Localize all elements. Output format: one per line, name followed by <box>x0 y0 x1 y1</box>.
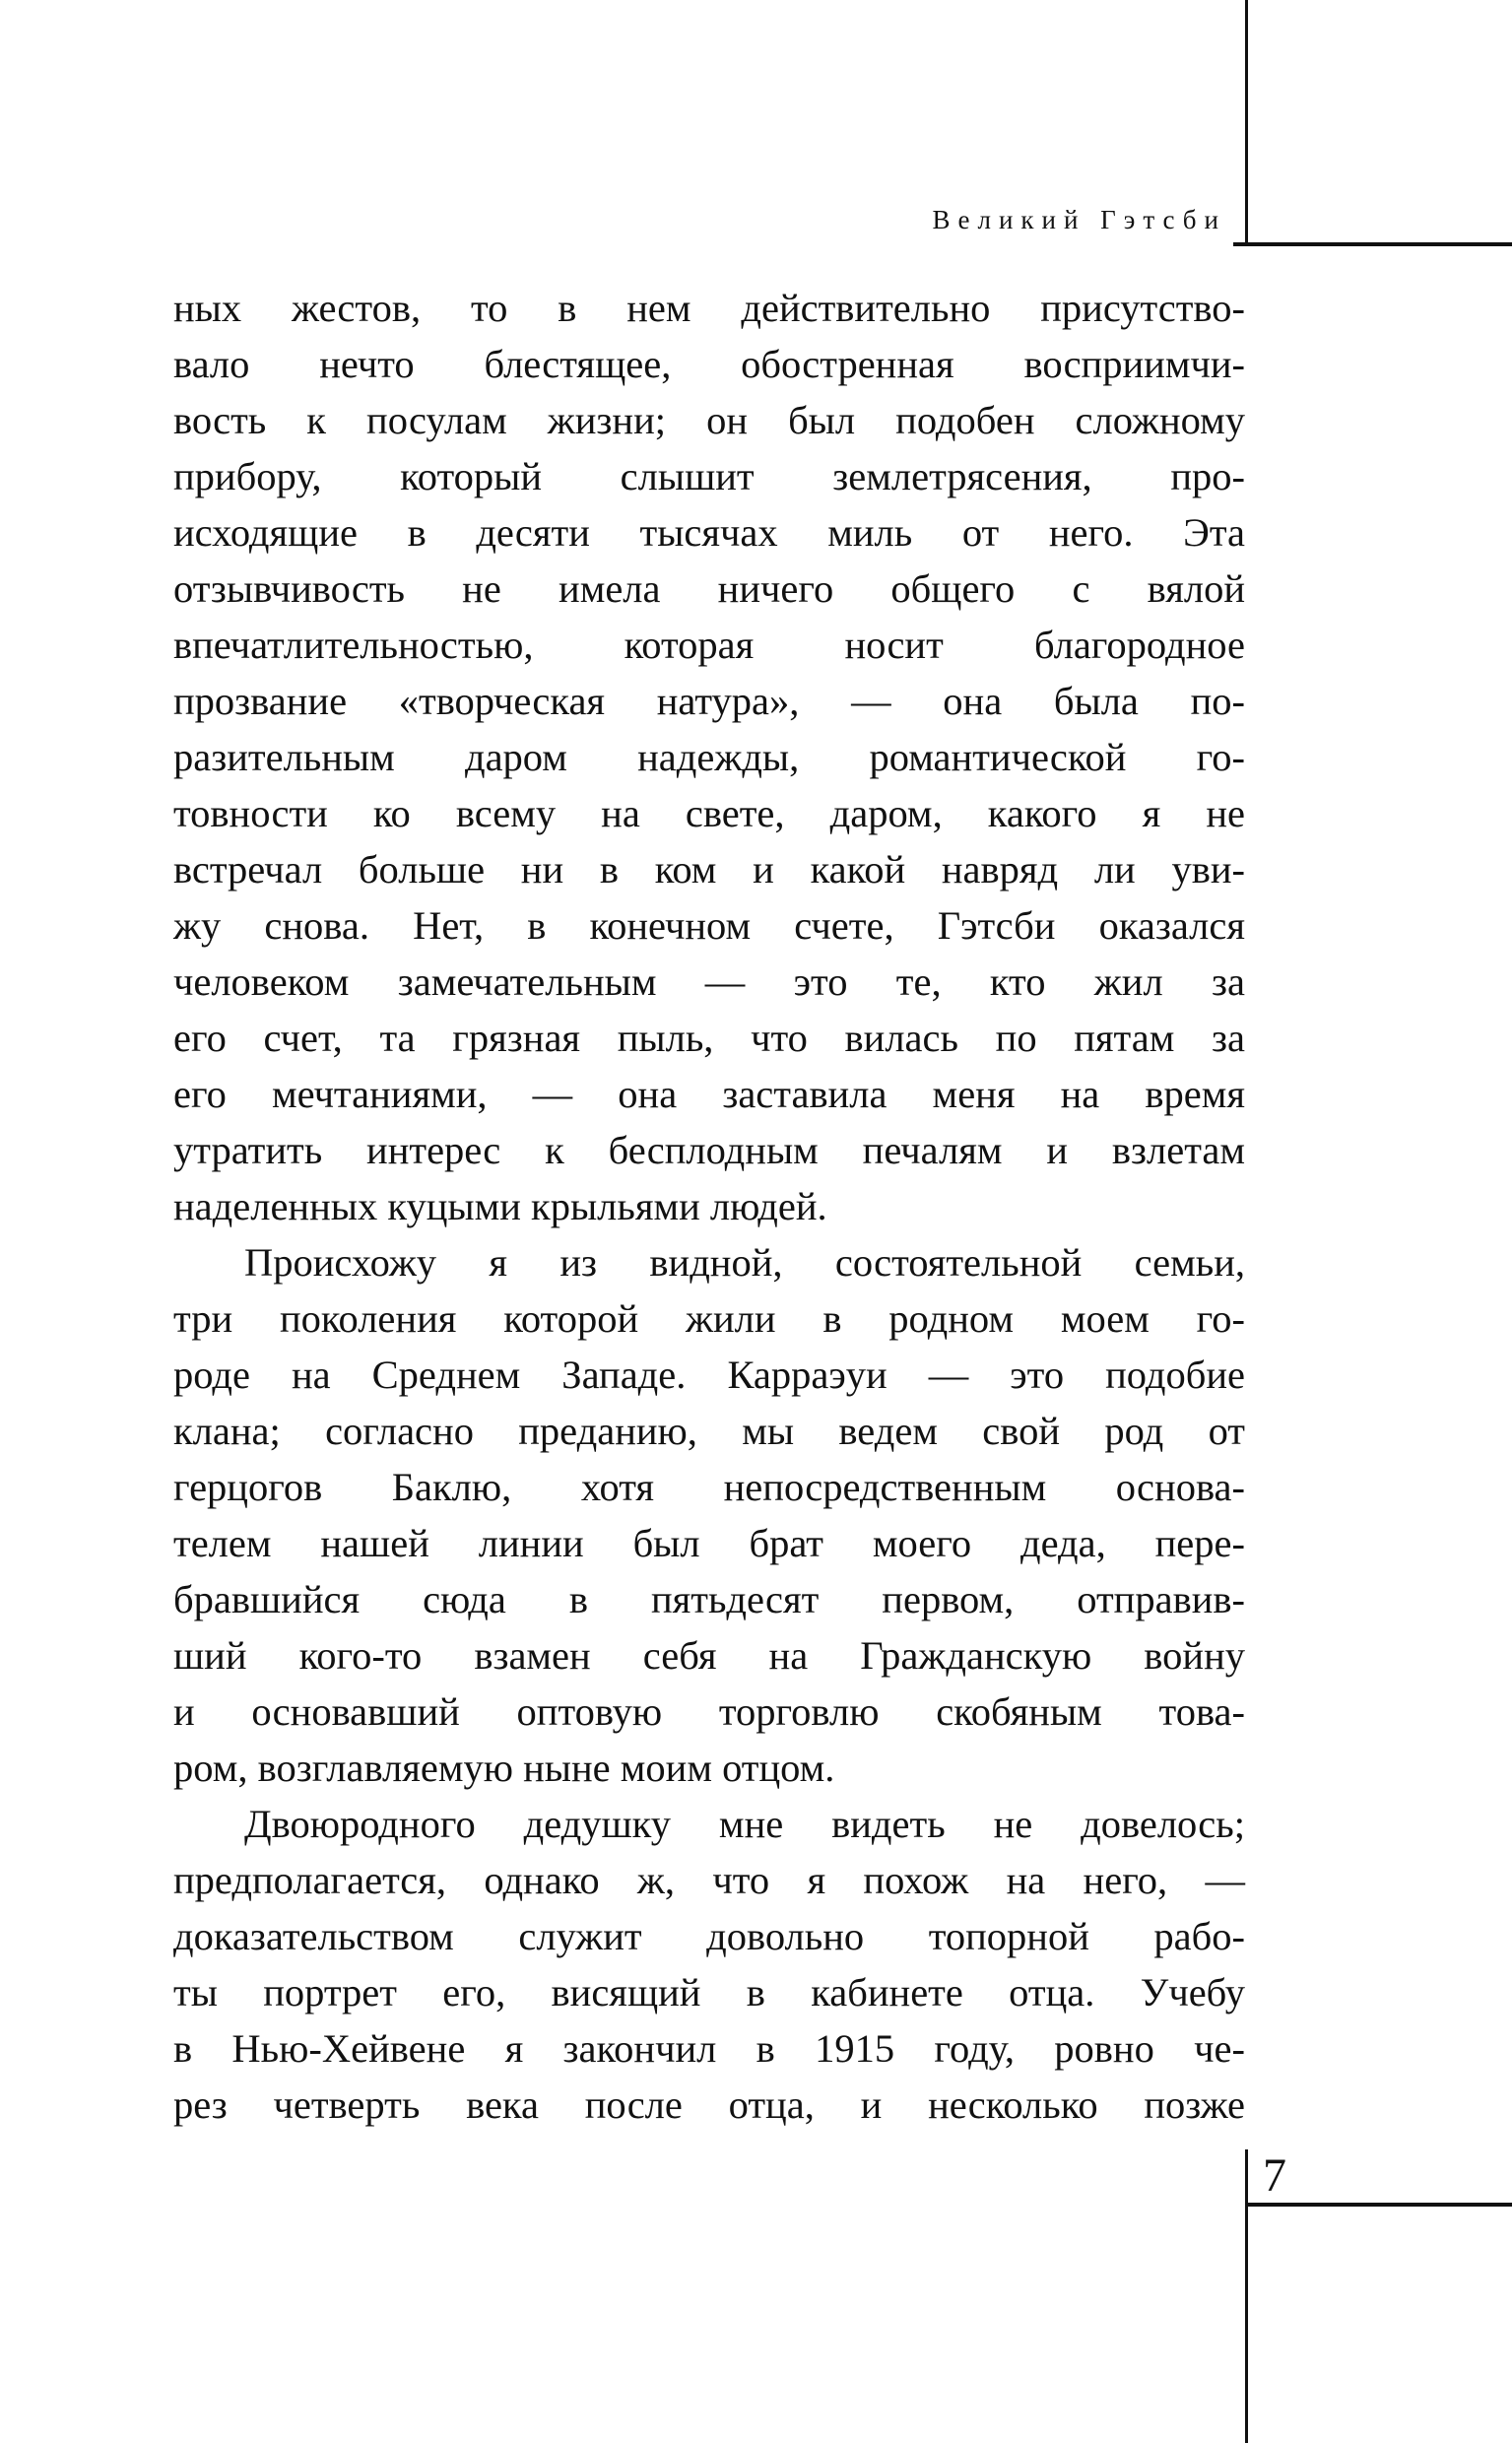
text-line: клана; согласно преданию, мы ведем свой род от <box>173 1409 1245 1453</box>
text-line: Двоюродного дедушку мне видеть не довелось; <box>244 1802 1245 1846</box>
text-line: предполагается, однако ж, что я похож на него, — <box>173 1858 1245 1902</box>
margin-rule-top <box>1245 0 1248 242</box>
running-head: Великий Гэтсби <box>932 205 1226 234</box>
text-line: жу снова. Нет, в конечном счете, Гэтсби оказался <box>173 903 1245 948</box>
text-line: ты портрет его, висящий в кабинете отца. Учебу <box>173 1970 1245 2014</box>
text-line: утратить интерес к бесплодным печалям и взлетам <box>173 1128 1245 1172</box>
text-line: герцогов Баклю, хотя непосредственным основа- <box>173 1465 1245 1509</box>
text-line: исходящие в десяти тысячах миль от него. Эта <box>173 510 1245 555</box>
text-line: впечатлительностью, которая носит благородное <box>173 623 1245 667</box>
text-line: вало нечто блестящее, обостренная восприимчи- <box>173 342 1245 386</box>
text-line: Происхожу я из видной, состоятельной семьи, <box>244 1240 1245 1285</box>
text-line: телем нашей линии был брат моего деда, пере- <box>173 1521 1245 1565</box>
text-line: ший кого-то взамен себя на Гражданскую войну <box>173 1633 1245 1678</box>
text-line: три поколения которой жили в родном моем го- <box>173 1296 1245 1341</box>
body-text <box>173 280 1245 2133</box>
text-line: роде на Среднем Западе. Карраэуи — это подобие <box>173 1353 1245 1397</box>
page-number: 7 <box>1263 2149 1286 2202</box>
text-line: его счет, та грязная пыль, что вилась по пятам за <box>173 1016 1245 1060</box>
footer-rule <box>1245 2203 1512 2207</box>
header-rule <box>1233 242 1512 246</box>
text-line: и основавший оптовую торговлю скобяным това- <box>173 1689 1245 1734</box>
text-line: прибору, который слышит землетрясения, про- <box>173 454 1245 498</box>
text-line: доказательством служит довольно топорной рабо- <box>173 1914 1245 1958</box>
margin-rule-bottom <box>1245 2149 1248 2443</box>
text-line: вость к посулам жизни; он был подобен сложному <box>173 398 1245 442</box>
text-line: разительным даром надежды, романтической го- <box>173 735 1245 779</box>
text-line: человеком замечательным — это те, кто жил за <box>173 959 1245 1004</box>
text-line: встречал больше ни в ком и какой навряд ли уви- <box>173 847 1245 891</box>
text-line: наделенных куцыми крыльями людей. <box>173 1184 827 1228</box>
text-line: прозвание «творческая натура», — она была по- <box>173 679 1245 723</box>
text-line: бравшийся сюда в пятьдесят первом, отправив- <box>173 1577 1245 1621</box>
text-line: рез четверть века после отца, и несколько позже <box>173 2082 1245 2127</box>
text-line: отзывчивость не имела ничего общего с вялой <box>173 566 1245 611</box>
text-line: ром, возглавляемую ныне моим отцом. <box>173 1746 835 1790</box>
text-line: ных жестов, то в нем действительно присутство- <box>173 286 1245 330</box>
text-line: товности ко всему на свете, даром, какого я не <box>173 791 1245 835</box>
text-line: в Нью-Хейвене я закончил в 1915 году, ровно че- <box>173 2026 1245 2071</box>
text-line: его мечтаниями, — она заставила меня на время <box>173 1072 1245 1116</box>
